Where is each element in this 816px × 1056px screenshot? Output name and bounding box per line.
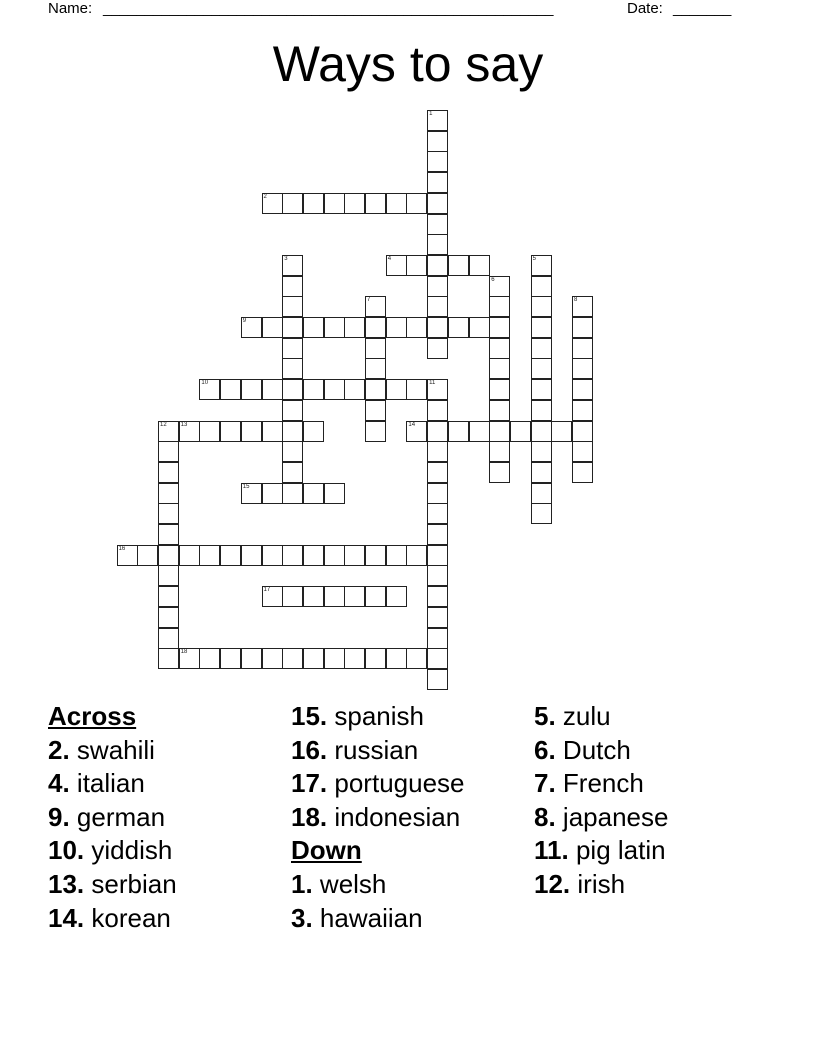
clue-number: 16 bbox=[118, 545, 126, 552]
crossword-cell[interactable] bbox=[427, 214, 448, 235]
crossword-cell[interactable] bbox=[427, 317, 448, 338]
clue-down: 5. zulu bbox=[534, 701, 611, 731]
crossword-cell[interactable] bbox=[427, 628, 448, 649]
crossword-cell[interactable] bbox=[427, 503, 448, 524]
clue-down: 1. welsh bbox=[291, 868, 387, 899]
crossword-cell[interactable] bbox=[158, 421, 179, 442]
page-title: Ways to say bbox=[272, 36, 544, 92]
clue-number: 9 bbox=[242, 318, 247, 324]
crossword-cell[interactable] bbox=[324, 379, 345, 400]
crossword-cell[interactable] bbox=[324, 586, 345, 607]
crossword-cell[interactable] bbox=[427, 607, 448, 628]
crossword-cell[interactable] bbox=[531, 296, 552, 317]
clue-column-2 bbox=[291, 700, 531, 935]
crossword-cell[interactable] bbox=[199, 379, 220, 400]
crossword-cell[interactable] bbox=[427, 379, 448, 400]
clue-number: 12 bbox=[160, 421, 167, 428]
crossword-cell[interactable] bbox=[386, 317, 407, 338]
crossword-cell[interactable] bbox=[324, 193, 345, 214]
crossword-cell[interactable] bbox=[179, 648, 200, 669]
crossword-cell[interactable] bbox=[241, 648, 262, 669]
crossword-cell[interactable] bbox=[448, 317, 469, 338]
clue-number: 11 bbox=[429, 380, 436, 387]
clue-across: 14. korean bbox=[48, 902, 171, 933]
crossword-cell[interactable] bbox=[282, 648, 303, 669]
clue-across: 9. german bbox=[48, 801, 166, 832]
crossword-cell[interactable] bbox=[220, 421, 241, 442]
crossword-cell[interactable] bbox=[324, 545, 345, 566]
crossword-cell[interactable] bbox=[489, 338, 510, 359]
crossword-cell[interactable] bbox=[531, 358, 552, 379]
crossword-cell[interactable] bbox=[427, 276, 448, 297]
crossword-cell[interactable] bbox=[386, 193, 407, 214]
crossword-cell[interactable] bbox=[365, 586, 386, 607]
crossword-cell[interactable] bbox=[427, 524, 448, 545]
crossword-cell[interactable] bbox=[365, 317, 386, 338]
crossword-cell[interactable] bbox=[531, 317, 552, 338]
crossword-cell[interactable] bbox=[531, 483, 552, 504]
crossword-cell[interactable] bbox=[572, 400, 593, 421]
crossword-cell[interactable] bbox=[572, 296, 593, 317]
crossword-cell[interactable] bbox=[572, 441, 593, 462]
crossword-cell[interactable] bbox=[386, 586, 407, 607]
crossword-cell[interactable] bbox=[386, 379, 407, 400]
crossword-cell[interactable] bbox=[365, 358, 386, 379]
crossword-cell[interactable] bbox=[448, 255, 469, 276]
crossword-cell[interactable] bbox=[158, 565, 179, 586]
crossword-cell[interactable] bbox=[572, 338, 593, 359]
crossword-cell[interactable] bbox=[137, 545, 158, 566]
crossword-cell[interactable] bbox=[282, 441, 303, 462]
crossword-cell[interactable] bbox=[469, 317, 490, 338]
crossword-cell[interactable] bbox=[427, 110, 448, 131]
crossword-cell[interactable] bbox=[117, 545, 138, 566]
crossword-cell[interactable] bbox=[427, 421, 448, 442]
crossword-cell[interactable] bbox=[303, 317, 324, 338]
crossword-cell[interactable] bbox=[406, 648, 427, 669]
date-blank[interactable]: _______ bbox=[673, 0, 732, 17]
crossword-cell[interactable] bbox=[469, 421, 490, 442]
crossword-cell[interactable] bbox=[199, 545, 220, 566]
across-heading: Across bbox=[48, 701, 137, 731]
crossword-cell[interactable] bbox=[531, 255, 552, 276]
crossword-cell[interactable] bbox=[427, 131, 448, 152]
clue-column-3 bbox=[534, 700, 774, 902]
clue-across: 10. yiddish bbox=[48, 835, 173, 866]
crossword-cell[interactable] bbox=[241, 421, 262, 442]
crossword-cell[interactable] bbox=[531, 421, 552, 442]
clue-down: 7. French bbox=[534, 768, 644, 799]
crossword-cell[interactable] bbox=[282, 379, 303, 400]
crossword-cell[interactable] bbox=[158, 462, 179, 483]
clue-number: 7 bbox=[367, 297, 371, 304]
crossword-cell[interactable] bbox=[303, 586, 324, 607]
crossword-cell[interactable] bbox=[572, 379, 593, 400]
crossword-cell[interactable] bbox=[489, 400, 510, 421]
clue-number: 18 bbox=[180, 649, 188, 656]
crossword-cell[interactable] bbox=[427, 255, 448, 276]
crossword-cell[interactable] bbox=[303, 483, 324, 504]
crossword-cell[interactable] bbox=[220, 648, 241, 669]
clue-down: 3. hawaiian bbox=[291, 902, 423, 933]
clue-number: 8 bbox=[574, 297, 578, 304]
crossword-cell[interactable] bbox=[427, 565, 448, 586]
crossword-cell[interactable] bbox=[220, 545, 241, 566]
crossword-cell[interactable] bbox=[282, 400, 303, 421]
crossword-cell[interactable] bbox=[551, 421, 572, 442]
crossword-cell[interactable] bbox=[469, 255, 490, 276]
crossword-cell[interactable] bbox=[282, 338, 303, 359]
crossword-cell[interactable] bbox=[365, 379, 386, 400]
crossword-cell[interactable] bbox=[344, 648, 365, 669]
crossword-cell[interactable] bbox=[427, 648, 448, 669]
clue-list bbox=[48, 700, 768, 950]
crossword-cell[interactable] bbox=[282, 586, 303, 607]
crossword-cell[interactable] bbox=[344, 317, 365, 338]
crossword-cell[interactable] bbox=[427, 296, 448, 317]
clue-across: 18. indonesian bbox=[291, 801, 461, 832]
crossword-cell[interactable] bbox=[262, 648, 283, 669]
crossword-cell[interactable] bbox=[241, 483, 262, 504]
crossword-cell[interactable] bbox=[241, 545, 262, 566]
crossword-cell[interactable] bbox=[406, 317, 427, 338]
crossword-cell[interactable] bbox=[572, 462, 593, 483]
crossword-cell[interactable] bbox=[531, 338, 552, 359]
crossword-cell[interactable] bbox=[427, 441, 448, 462]
crossword-cell[interactable] bbox=[406, 193, 427, 214]
crossword-cell[interactable] bbox=[572, 358, 593, 379]
clue-across: 2. swahili bbox=[48, 734, 155, 765]
crossword-cell[interactable] bbox=[199, 421, 220, 442]
crossword-cell[interactable] bbox=[427, 483, 448, 504]
crossword-cell[interactable] bbox=[489, 441, 510, 462]
crossword-cell[interactable] bbox=[282, 545, 303, 566]
crossword-cell[interactable] bbox=[303, 648, 324, 669]
crossword-cell[interactable] bbox=[489, 421, 510, 442]
crossword-cell[interactable] bbox=[448, 421, 469, 442]
clue-across: 13. serbian bbox=[48, 868, 177, 899]
crossword-cell[interactable] bbox=[510, 421, 531, 442]
clue-across: 15. spanish bbox=[291, 701, 425, 731]
crossword-cell[interactable] bbox=[344, 379, 365, 400]
crossword-cell[interactable] bbox=[489, 317, 510, 338]
crossword-cell[interactable] bbox=[158, 503, 179, 524]
crossword-cell[interactable] bbox=[158, 483, 179, 504]
clue-number: 10 bbox=[201, 380, 209, 387]
crossword-cell[interactable] bbox=[282, 193, 303, 214]
crossword-cell[interactable] bbox=[365, 545, 386, 566]
crossword-cell[interactable] bbox=[489, 358, 510, 379]
crossword-cell[interactable] bbox=[531, 503, 552, 524]
clue-number: 15 bbox=[242, 483, 250, 490]
crossword-cell[interactable] bbox=[179, 421, 200, 442]
clue-column-1 bbox=[48, 700, 288, 935]
crossword-cell[interactable] bbox=[386, 545, 407, 566]
crossword-cell[interactable] bbox=[158, 586, 179, 607]
crossword-cell[interactable] bbox=[531, 400, 552, 421]
crossword-cell[interactable] bbox=[365, 421, 386, 442]
clue-number: 6 bbox=[491, 276, 495, 283]
crossword-cell[interactable] bbox=[427, 338, 448, 359]
crossword-cell[interactable] bbox=[365, 296, 386, 317]
crossword-cell[interactable] bbox=[282, 276, 303, 297]
crossword-cell[interactable] bbox=[262, 586, 283, 607]
crossword-cell[interactable] bbox=[365, 338, 386, 359]
crossword-cell[interactable] bbox=[406, 255, 427, 276]
crossword-cell[interactable] bbox=[427, 669, 448, 690]
clue-number: 4 bbox=[387, 255, 392, 262]
crossword-cell[interactable] bbox=[303, 379, 324, 400]
crossword-cell[interactable] bbox=[158, 648, 179, 669]
crossword-cell[interactable] bbox=[427, 234, 448, 255]
crossword-cell[interactable] bbox=[262, 545, 283, 566]
crossword-cell[interactable] bbox=[386, 255, 407, 276]
clue-number: 13 bbox=[180, 421, 188, 428]
clue-across: 16. russian bbox=[291, 734, 419, 765]
crossword-cell[interactable] bbox=[406, 545, 427, 566]
crossword-cell[interactable] bbox=[324, 483, 345, 504]
clue-number: 17 bbox=[263, 587, 271, 594]
crossword-cell[interactable] bbox=[303, 545, 324, 566]
clue-number: 3 bbox=[284, 255, 288, 262]
crossword-cell[interactable] bbox=[282, 421, 303, 442]
crossword-cell[interactable] bbox=[489, 462, 510, 483]
crossword-cell[interactable] bbox=[262, 193, 283, 214]
crossword-cell[interactable] bbox=[344, 586, 365, 607]
crossword-cell[interactable] bbox=[427, 462, 448, 483]
crossword-cell[interactable] bbox=[427, 586, 448, 607]
clue-number: 14 bbox=[408, 421, 416, 428]
crossword-cell[interactable] bbox=[158, 545, 179, 566]
crossword-cell[interactable] bbox=[282, 317, 303, 338]
crossword-cell[interactable] bbox=[365, 193, 386, 214]
crossword-cell[interactable] bbox=[427, 545, 448, 566]
crossword-cell[interactable] bbox=[531, 276, 552, 297]
crossword-cell[interactable] bbox=[158, 441, 179, 462]
crossword-cell[interactable] bbox=[282, 483, 303, 504]
clue-number: 1 bbox=[429, 111, 433, 117]
crossword-cell[interactable] bbox=[241, 379, 262, 400]
crossword-cell[interactable] bbox=[427, 151, 448, 172]
crossword-cell[interactable] bbox=[158, 628, 179, 649]
clue-down: 12. irish bbox=[534, 868, 626, 899]
date-label: Date: bbox=[627, 0, 663, 17]
crossword-cell[interactable] bbox=[282, 462, 303, 483]
name-label: Name: bbox=[48, 0, 93, 17]
crossword-cell[interactable] bbox=[324, 648, 345, 669]
crossword-cell[interactable] bbox=[344, 193, 365, 214]
crossword-cell[interactable] bbox=[489, 296, 510, 317]
crossword-cell[interactable] bbox=[427, 193, 448, 214]
crossword-cell[interactable] bbox=[324, 317, 345, 338]
crossword-cell[interactable] bbox=[489, 379, 510, 400]
crossword-cell[interactable] bbox=[158, 524, 179, 545]
clue-number: 2 bbox=[263, 193, 267, 200]
crossword-cell[interactable] bbox=[262, 379, 283, 400]
crossword-cell[interactable] bbox=[158, 607, 179, 628]
crossword-cell[interactable] bbox=[344, 545, 365, 566]
crossword-cell[interactable] bbox=[572, 421, 593, 442]
crossword-cell[interactable] bbox=[427, 400, 448, 421]
crossword-cell[interactable] bbox=[303, 193, 324, 214]
crossword-cell[interactable] bbox=[386, 648, 407, 669]
crossword-cell[interactable] bbox=[427, 172, 448, 193]
clue-across: 4. italian bbox=[48, 768, 145, 799]
crossword-cell[interactable] bbox=[262, 317, 283, 338]
crossword-cell[interactable] bbox=[531, 441, 552, 462]
clue-number: 5 bbox=[532, 255, 536, 262]
down-heading: Down bbox=[291, 835, 362, 866]
crossword-cell[interactable] bbox=[282, 358, 303, 379]
crossword-cell[interactable] bbox=[262, 483, 283, 504]
clue-down: 8. japanese bbox=[534, 801, 669, 832]
crossword-cell[interactable] bbox=[179, 545, 200, 566]
crossword-cell[interactable] bbox=[531, 379, 552, 400]
crossword-cell[interactable] bbox=[220, 379, 241, 400]
header bbox=[48, 0, 768, 20]
crossword-cell[interactable] bbox=[406, 379, 427, 400]
crossword-cell[interactable] bbox=[406, 421, 427, 442]
crossword-cell[interactable] bbox=[282, 296, 303, 317]
crossword-cell[interactable] bbox=[303, 421, 324, 442]
crossword-cell[interactable] bbox=[531, 462, 552, 483]
crossword-cell[interactable] bbox=[365, 400, 386, 421]
clue-across: 17. portuguese bbox=[291, 768, 465, 799]
crossword-cell[interactable] bbox=[572, 317, 593, 338]
crossword-cell[interactable] bbox=[241, 317, 262, 338]
name-blank[interactable]: ______________________________________________________ bbox=[103, 0, 554, 17]
clue-down: 11. pig latin bbox=[534, 835, 666, 866]
crossword-cell[interactable] bbox=[489, 276, 510, 297]
crossword-cell[interactable] bbox=[282, 255, 303, 276]
crossword-cell[interactable] bbox=[365, 648, 386, 669]
clue-down: 6. Dutch bbox=[534, 734, 631, 765]
crossword-cell[interactable] bbox=[199, 648, 220, 669]
crossword-cell[interactable] bbox=[262, 421, 283, 442]
